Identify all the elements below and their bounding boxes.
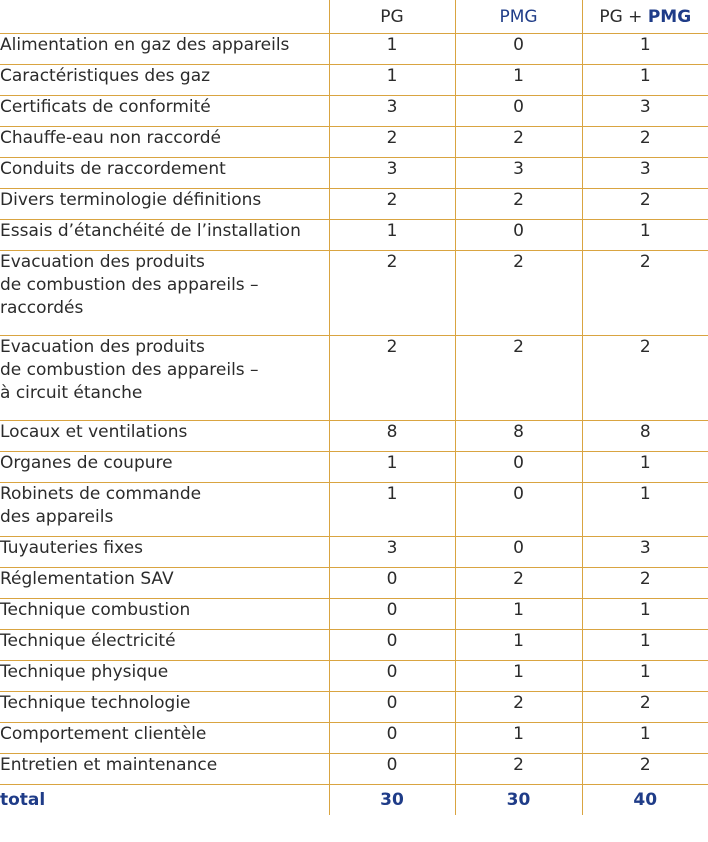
row-label-line: Réglementation SAV [0, 569, 174, 589]
header-blank-cell [0, 0, 329, 34]
cell-pmg: 0 [455, 537, 582, 568]
cell-pg-plus-pmg: 8 [582, 421, 708, 452]
cell-pg-plus-pmg: 2 [582, 251, 708, 336]
cell-pmg: 2 [455, 336, 582, 421]
row-label [0, 158, 329, 189]
cell-pmg: 2 [455, 127, 582, 158]
table-row [0, 251, 708, 336]
cell-pmg: 2 [455, 189, 582, 220]
header-pg-plus-prefix: PG + [599, 6, 648, 27]
row-label [0, 723, 329, 754]
row-label [0, 220, 329, 251]
cell-pg-plus-pmg: 2 [582, 189, 708, 220]
cell-pg: 0 [329, 599, 455, 630]
total-pmg: 30 [455, 785, 582, 815]
row-label [0, 421, 329, 452]
table-row [0, 421, 708, 452]
row-label-line: Organes de coupure [0, 453, 173, 473]
cell-pg: 0 [329, 568, 455, 599]
row-label [0, 754, 329, 785]
table-row [0, 34, 708, 65]
cell-pg-plus-pmg: 1 [582, 220, 708, 251]
row-label [0, 336, 329, 421]
table-row [0, 537, 708, 568]
cell-pg: 2 [329, 189, 455, 220]
cell-pmg: 2 [455, 754, 582, 785]
table-row [0, 754, 708, 785]
table-row [0, 65, 708, 96]
cell-pg: 2 [329, 336, 455, 421]
row-label [0, 189, 329, 220]
table-row [0, 127, 708, 158]
cell-pg-plus-pmg: 1 [582, 723, 708, 754]
cell-pg-plus-pmg: 2 [582, 127, 708, 158]
cell-pg-plus-pmg: 2 [582, 692, 708, 723]
row-label [0, 537, 329, 568]
row-label-line: raccordés [0, 298, 84, 318]
table-row [0, 630, 708, 661]
table-row [0, 220, 708, 251]
row-label [0, 483, 329, 537]
table-body [0, 34, 708, 815]
table-row [0, 483, 708, 537]
cell-pg-plus-pmg: 2 [582, 336, 708, 421]
row-label [0, 96, 329, 127]
cell-pmg: 2 [455, 568, 582, 599]
cell-pg-plus-pmg: 1 [582, 452, 708, 483]
cell-pg: 3 [329, 96, 455, 127]
cell-pg-plus-pmg: 3 [582, 158, 708, 189]
row-label-line: Certificats de conformité [0, 97, 211, 117]
cell-pg: 1 [329, 65, 455, 96]
cell-pmg: 3 [455, 158, 582, 189]
row-label-line: Technique physique [0, 662, 169, 682]
row-label [0, 661, 329, 692]
cell-pmg: 0 [455, 452, 582, 483]
cell-pg-plus-pmg: 1 [582, 630, 708, 661]
row-label-line: Technique combustion [0, 600, 191, 620]
row-label [0, 452, 329, 483]
row-label-line: de combustion des appareils – [0, 360, 259, 380]
row-label-line: Conduits de raccordement [0, 159, 226, 179]
row-label [0, 630, 329, 661]
header-row [0, 0, 708, 34]
cell-pg: 1 [329, 220, 455, 251]
cell-pg: 1 [329, 34, 455, 65]
cell-pg-plus-pmg: 3 [582, 96, 708, 127]
row-label [0, 692, 329, 723]
cell-pg-plus-pmg: 1 [582, 599, 708, 630]
row-label-line: Alimentation en gaz des appareils [0, 35, 290, 55]
cell-pmg: 1 [455, 630, 582, 661]
row-label [0, 127, 329, 158]
cell-pg-plus-pmg: 1 [582, 34, 708, 65]
table-row [0, 568, 708, 599]
cell-pg: 1 [329, 452, 455, 483]
cell-pmg: 1 [455, 723, 582, 754]
cell-pg-plus-pmg: 3 [582, 537, 708, 568]
total-pg: 30 [329, 785, 455, 815]
cell-pmg: 1 [455, 599, 582, 630]
total-pg-plus-pmg: 40 [582, 785, 708, 815]
row-label-line: Evacuation des produits [0, 252, 205, 272]
table-row [0, 189, 708, 220]
row-label-line: Chauffe-eau non raccordé [0, 128, 221, 148]
row-label-line: Comportement clientèle [0, 724, 207, 744]
cell-pg: 3 [329, 158, 455, 189]
cell-pg: 0 [329, 723, 455, 754]
cell-pmg: 0 [455, 220, 582, 251]
row-label-line: Locaux et ventilations [0, 422, 188, 442]
table-row [0, 723, 708, 754]
total-row [0, 785, 708, 815]
cell-pg: 3 [329, 537, 455, 568]
cell-pmg: 2 [455, 692, 582, 723]
row-label-line: des appareils [0, 507, 114, 527]
table-row [0, 336, 708, 421]
cell-pg-plus-pmg: 1 [582, 483, 708, 537]
cell-pg-plus-pmg: 1 [582, 65, 708, 96]
table-row [0, 692, 708, 723]
cell-pg: 0 [329, 661, 455, 692]
row-label-line: Technique électricité [0, 631, 176, 651]
cell-pmg: 0 [455, 96, 582, 127]
cell-pg: 2 [329, 251, 455, 336]
cell-pg: 1 [329, 483, 455, 537]
cell-pg: 8 [329, 421, 455, 452]
row-label-line: à circuit étanche [0, 383, 143, 403]
header-pmg: PMG [455, 0, 582, 34]
total-label: total [0, 785, 329, 815]
row-label [0, 568, 329, 599]
row-label [0, 599, 329, 630]
row-label [0, 65, 329, 96]
row-label-line: Technique technologie [0, 693, 191, 713]
cell-pg: 0 [329, 692, 455, 723]
table-row [0, 96, 708, 127]
cell-pg: 0 [329, 630, 455, 661]
cell-pg: 2 [329, 127, 455, 158]
cell-pg-plus-pmg: 2 [582, 568, 708, 599]
cell-pmg: 1 [455, 65, 582, 96]
cell-pg-plus-pmg: 2 [582, 754, 708, 785]
row-label-line: de combustion des appareils – [0, 275, 259, 295]
row-label-line: Robinets de commande [0, 484, 202, 504]
cell-pg: 0 [329, 754, 455, 785]
row-label-line: Caractéristiques des gaz [0, 66, 211, 86]
table-row [0, 452, 708, 483]
row-label [0, 34, 329, 65]
header-pg: PG [329, 0, 455, 34]
cell-pmg: 8 [455, 421, 582, 452]
row-label-line: Divers terminologie définitions [0, 190, 262, 210]
cell-pmg: 0 [455, 483, 582, 537]
cell-pg-plus-pmg: 1 [582, 661, 708, 692]
table-row [0, 599, 708, 630]
row-label-line: Tuyauteries fixes [0, 538, 143, 558]
cell-pmg: 0 [455, 34, 582, 65]
table-row [0, 661, 708, 692]
row-label-line: Essais d’étanchéité de l’installation [0, 221, 301, 241]
header-pg-plus-pmg [582, 0, 708, 34]
cell-pmg: 2 [455, 251, 582, 336]
row-label-line: Evacuation des produits [0, 337, 205, 357]
row-label [0, 251, 329, 336]
header-pmg-suffix: PMG [647, 6, 692, 27]
table-row [0, 158, 708, 189]
row-label-line: Entretien et maintenance [0, 755, 218, 775]
cell-pmg: 1 [455, 661, 582, 692]
